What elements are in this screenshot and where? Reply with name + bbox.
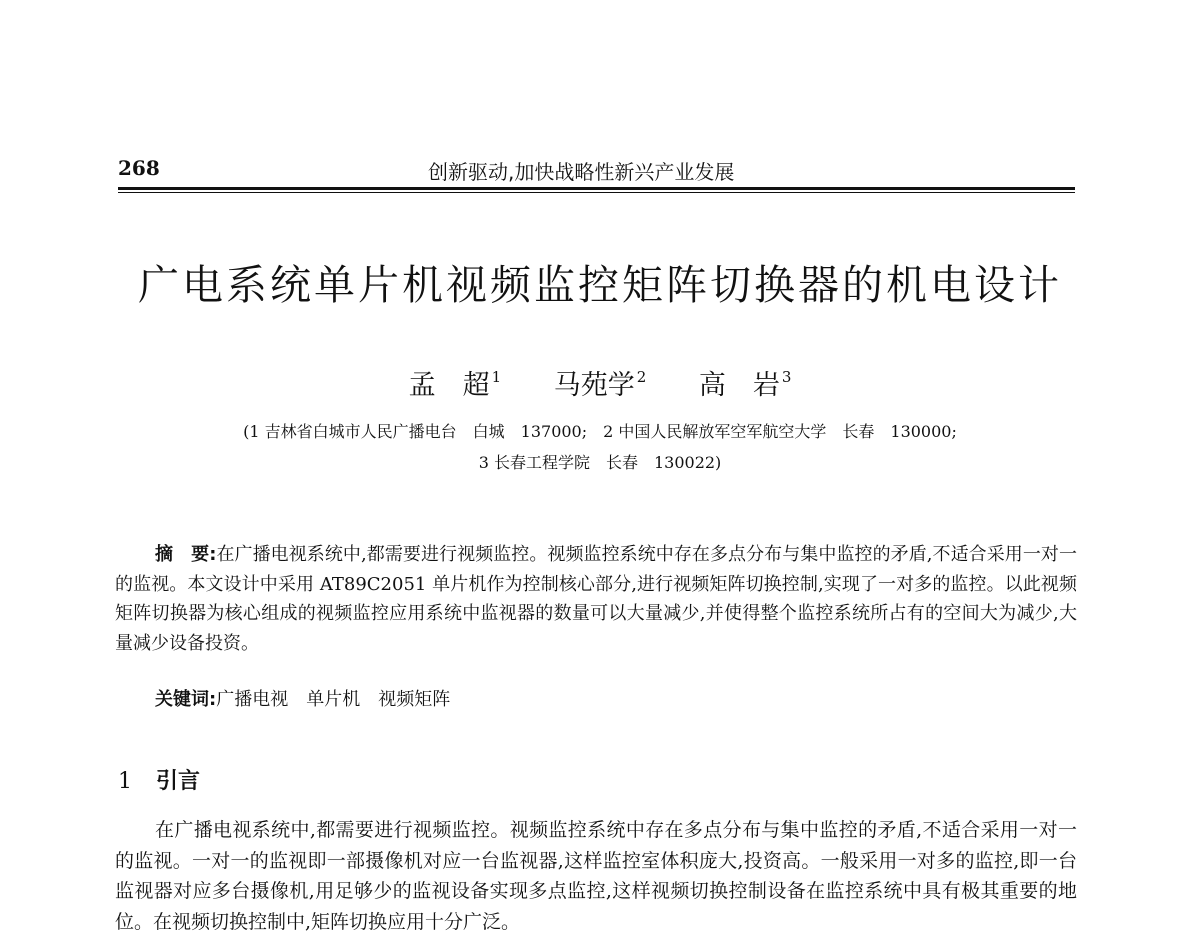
author-list	[0, 363, 1200, 402]
header-rule-thin	[118, 192, 1075, 193]
affiliation-line: (1 吉林省白城市人民广播电台 白城 137000; 2 中国人民解放军空军航空大学 长春 130000;	[243, 422, 957, 441]
author	[409, 363, 502, 402]
author-name: 马苑学	[553, 370, 635, 401]
author	[554, 363, 647, 402]
body-paragraph: 在广播电视系统中,都需要进行视频监控。视频监控系统中存在多点分布与集中监控的矛盾,不适合采用一对一的监视。一对一的监视即一部摄像机对应一台监视器,这样监控室体积庞大,投资高。一般采用一对多的监控,即一台监视器对应多台摄像机,用足够少的监视设备实现多点监控,这样视频切换控制设备在监控系统中具有极其重要的地位。在视频切换控制中,矩阵切换应用十分广泛。	[115, 819, 1077, 933]
page-number: 268	[118, 156, 160, 180]
keyword: 单片机	[306, 689, 361, 710]
abstract	[115, 540, 1077, 658]
author	[699, 363, 792, 402]
abstract-label: 摘 要:	[155, 544, 217, 565]
keywords-label: 关键词:	[155, 689, 217, 710]
author-affiliation-mark: 2	[636, 368, 647, 386]
keywords	[155, 685, 468, 711]
section-heading	[118, 764, 200, 795]
journal-title: 创新驱动,加快战略性新兴产业发展	[428, 160, 735, 184]
section-number: 1	[118, 769, 132, 794]
affiliation-line: 3 长春工程学院 长春 130022)	[478, 453, 722, 472]
author-name: 高 岩	[698, 370, 780, 401]
header-rule	[118, 187, 1075, 190]
running-header	[118, 152, 1075, 182]
section-title: 引言	[156, 769, 201, 794]
keyword: 视频矩阵	[378, 689, 451, 710]
abstract-text: 在广播电视系统中,都需要进行视频监控。视频监控系统中存在多点分布与集中监控的矛盾,不适合采用一对一的监视。本文设计中采用 AT89C2051 单片机作为控制核心部分,进行视频矩阵切换控制,实现了一对多的监控。以此视频矩阵切换器为核心组成的视频监控应用系统中监视器的数量可以大量减少,并使得整个监控系统所占有的空间大为减少,大量减少设备投资。	[115, 544, 1077, 654]
article-title: 广电系统单片机视频监控矩阵切换器的机电设计	[138, 261, 1062, 309]
author-affiliation-mark: 1	[491, 368, 502, 386]
author-affiliation-mark: 3	[781, 368, 792, 386]
author-name: 孟 超	[408, 370, 490, 401]
keyword: 广播电视	[216, 689, 289, 710]
